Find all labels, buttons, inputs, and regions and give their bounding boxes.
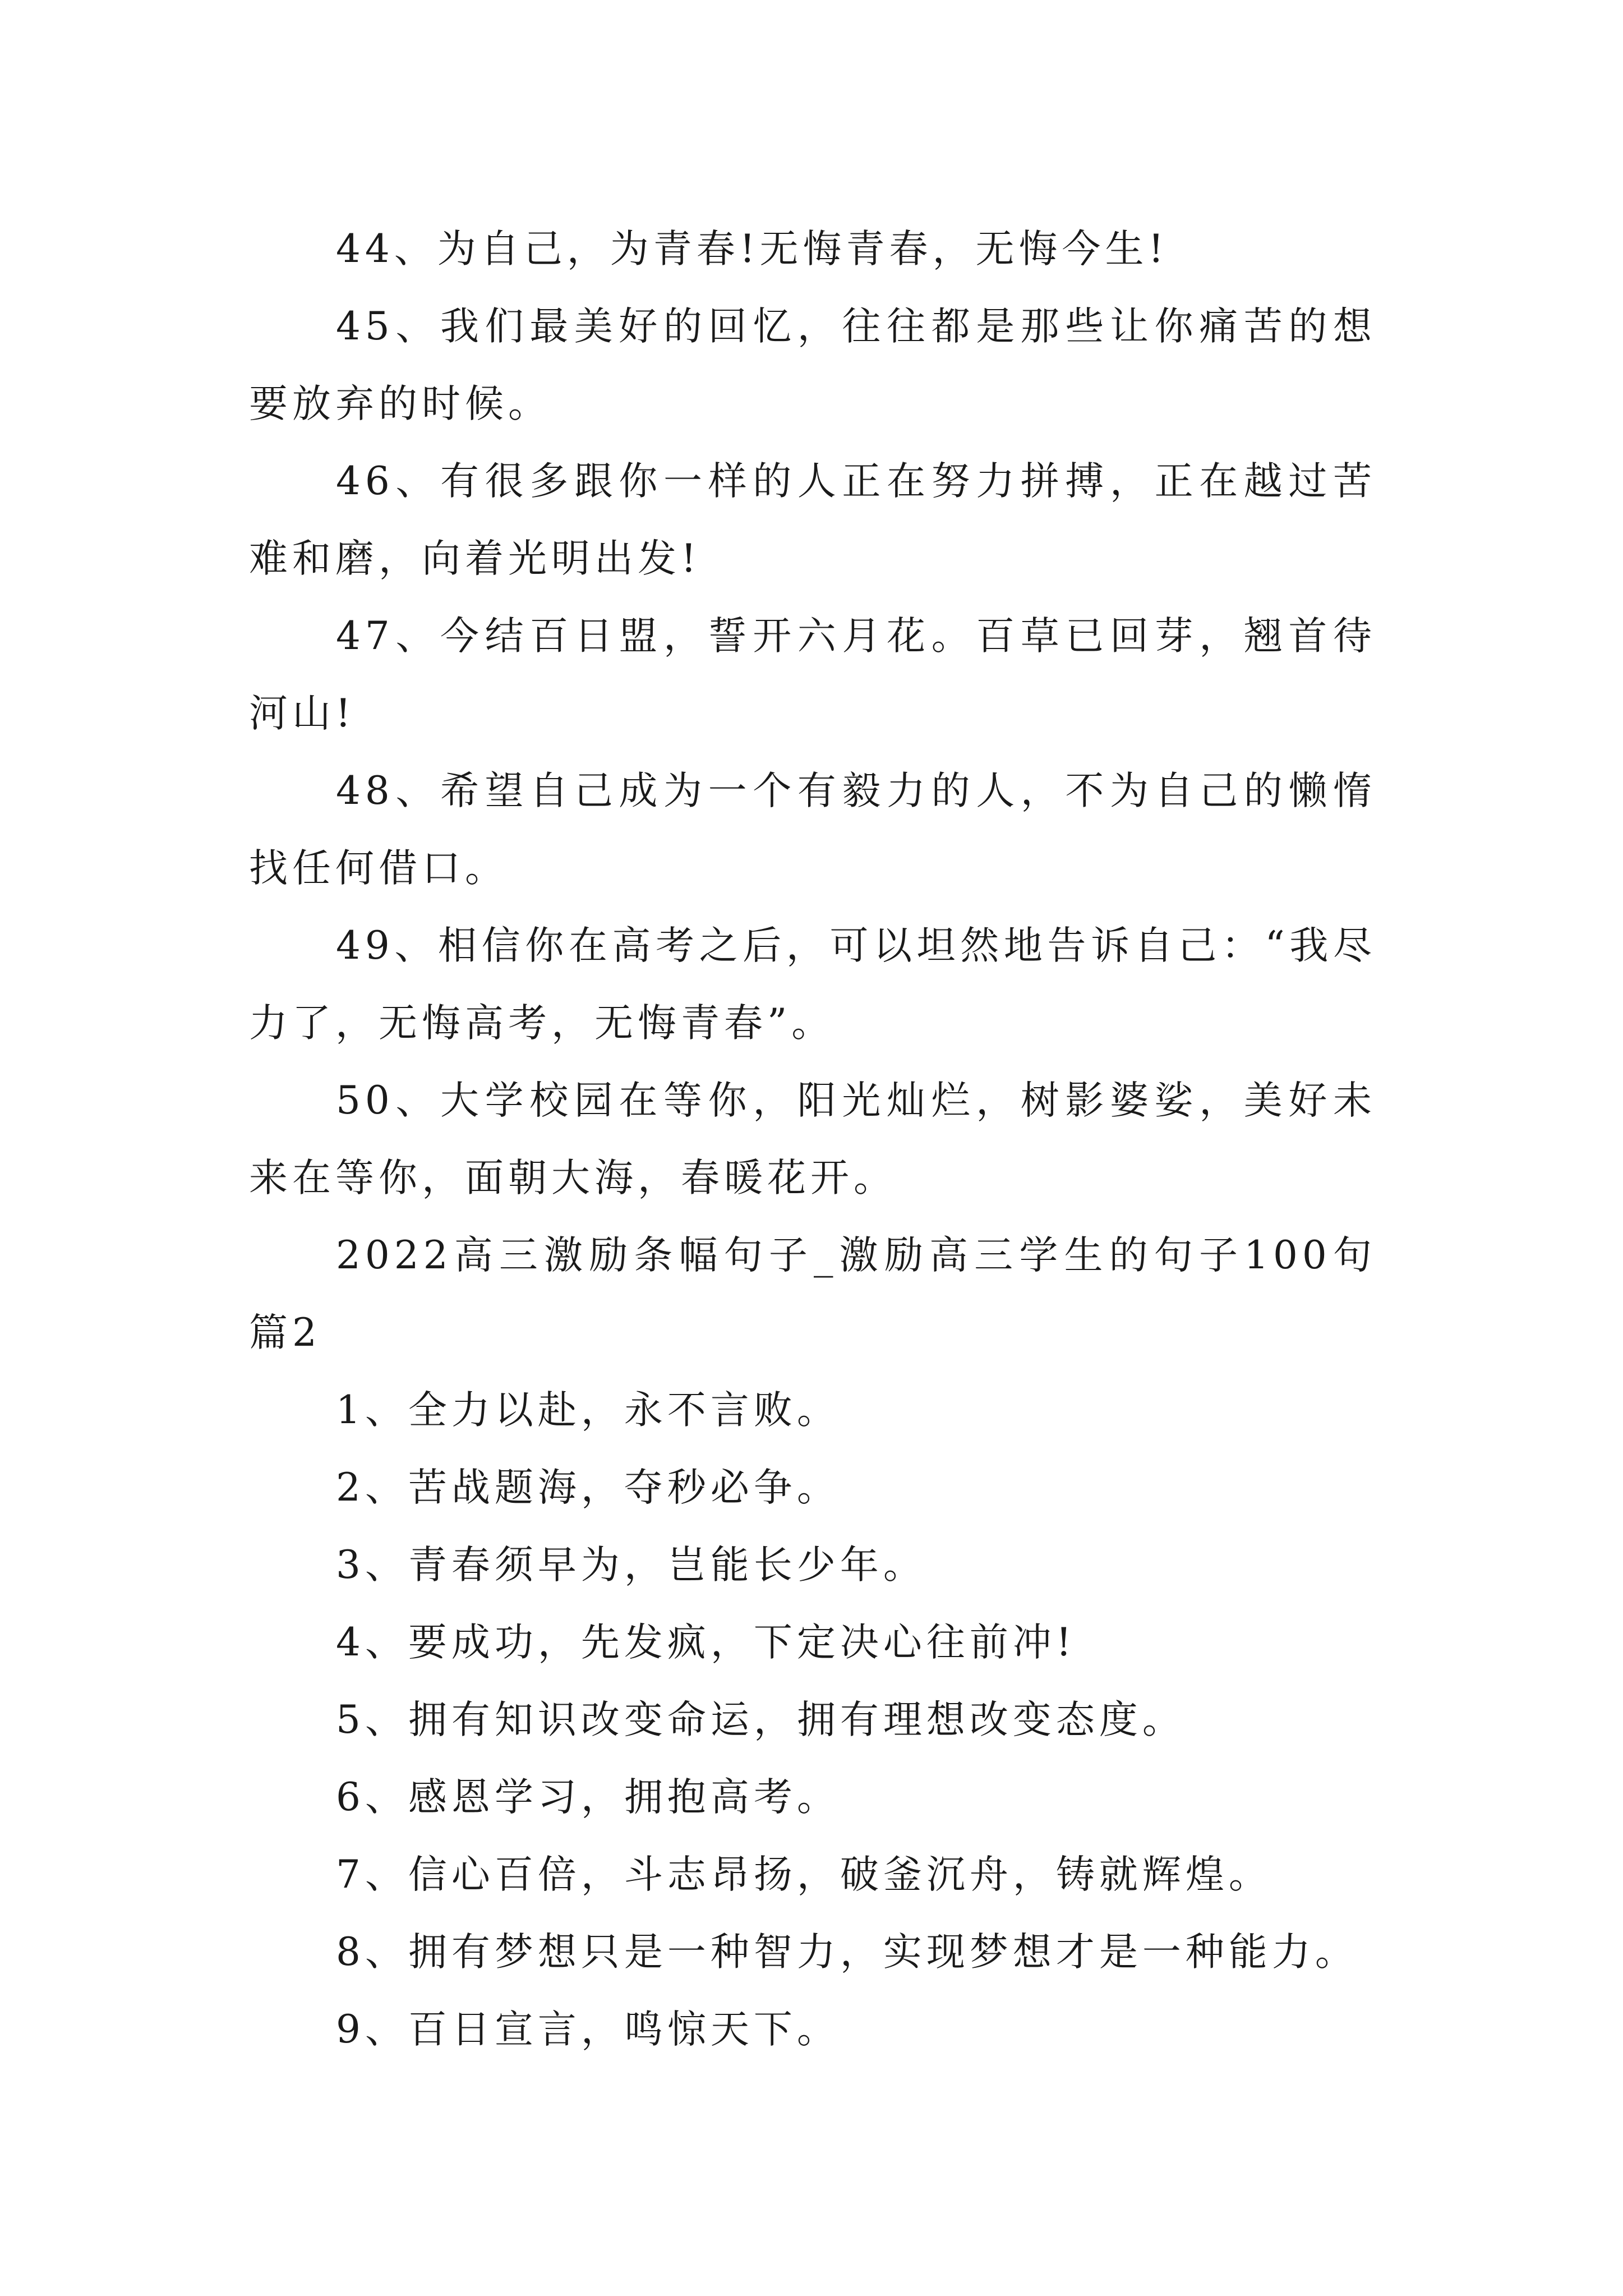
list-item-6: 6、感恩学习，拥抱高考。	[336, 1775, 840, 1820]
list-item-8: 8、拥有梦想只是一种智力，实现梦想才是一种能力。	[336, 1930, 1358, 1975]
paragraph-48: 48、希望自己成为一个有毅力的人，不为自己的懒惰找任何借口。	[249, 769, 1376, 891]
section-heading: 2022高三激励条幅句子_激励高三学生的句子100句篇2	[249, 1233, 1376, 1355]
list-item-2: 2、苦战题海，夺秒必争。	[336, 1465, 840, 1510]
list-item-1: 1、全力以赴，永不言败。	[336, 1388, 840, 1433]
paragraph-49: 49、相信你在高考之后，可以坦然地告诉自己：“我尽力了，无悔高考，无悔青春”。	[249, 923, 1376, 1046]
list-item-3: 3、青春须早为，岂能长少年。	[336, 1543, 926, 1588]
paragraph-50: 50、大学校园在等你，阳光灿烂，树影婆娑，美好未来在等你，面朝大海，春暖花开。	[249, 1078, 1376, 1200]
list-item-4: 4、要成功，先发疯，下定决心往前冲!	[336, 1620, 1076, 1665]
list-item-9: 9、百日宣言，鸣惊天下。	[336, 2007, 840, 2052]
paragraph-45: 45、我们最美好的回忆，往往都是那些让你痛苦的想要放弃的时候。	[249, 304, 1376, 426]
document-body	[249, 210, 1376, 2068]
paragraph-47: 47、今结百日盟，誓开六月花。百草已回芽，翘首待河山!	[249, 614, 1376, 736]
list-item-5: 5、拥有知识改变命运，拥有理想改变态度。	[336, 1697, 1186, 1742]
paragraph-44: 44、为自己，为青春!无悔青春，无悔今生!	[336, 227, 1169, 272]
list-item-7: 7、信心百倍，斗志昂扬，破釜沉舟，铸就辉煌。	[336, 1852, 1272, 1897]
paragraph-46: 46、有很多跟你一样的人正在努力拼搏，正在越过苦难和磨，向着光明出发!	[249, 459, 1376, 581]
